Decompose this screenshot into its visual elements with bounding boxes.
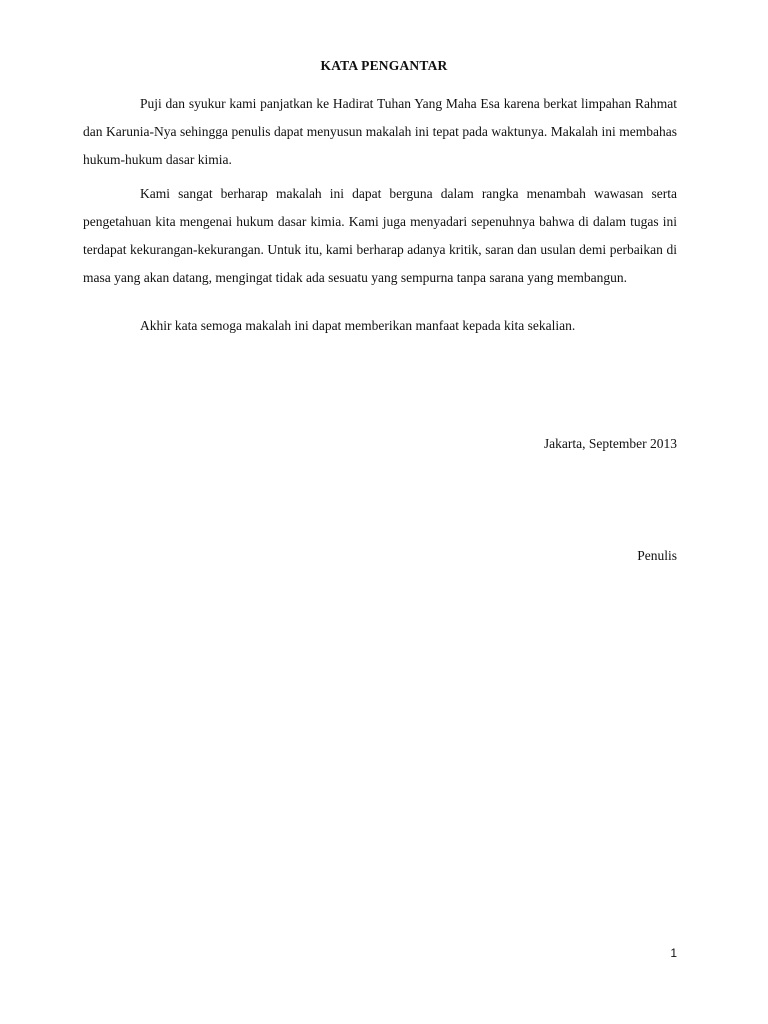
- signer-name: Penulis: [637, 548, 677, 563]
- paragraph-hope: Kami sangat berharap makalah ini dapat berguna dalam rangka menambah wawasan serta pengetahuan kita mengenai hukum dasar kimia. Kami juga menyadari sepenuhnya bahwa di dalam tugas ini terdapat kekurangan-kekurangan. Untuk itu, kami berharap adanya kritik, saran dan usulan demi perbaikan di masa yang akan datang, mengingat tidak ada sesuatu yang sempurna tanpa sarana yang membangun.: [83, 186, 677, 285]
- paragraph-closing: Akhir kata semoga makalah ini dapat memberikan manfaat kepada kita sekalian.: [140, 318, 576, 333]
- document-title: KATA PENGANTAR: [320, 58, 448, 73]
- document-body: [83, 90, 677, 340]
- place-date: Jakarta, September 2013: [543, 436, 677, 451]
- page-number: 1: [670, 946, 677, 960]
- paragraph-intro: Puji dan syukur kami panjatkan ke Hadirat Tuhan Yang Maha Esa karena berkat limpahan Rahmat dan Karunia-Nya sehingga penulis dapat menyusun makalah ini tepat pada waktunya. Makalah ini membahas hukum-hukum dasar kimia.: [83, 96, 677, 167]
